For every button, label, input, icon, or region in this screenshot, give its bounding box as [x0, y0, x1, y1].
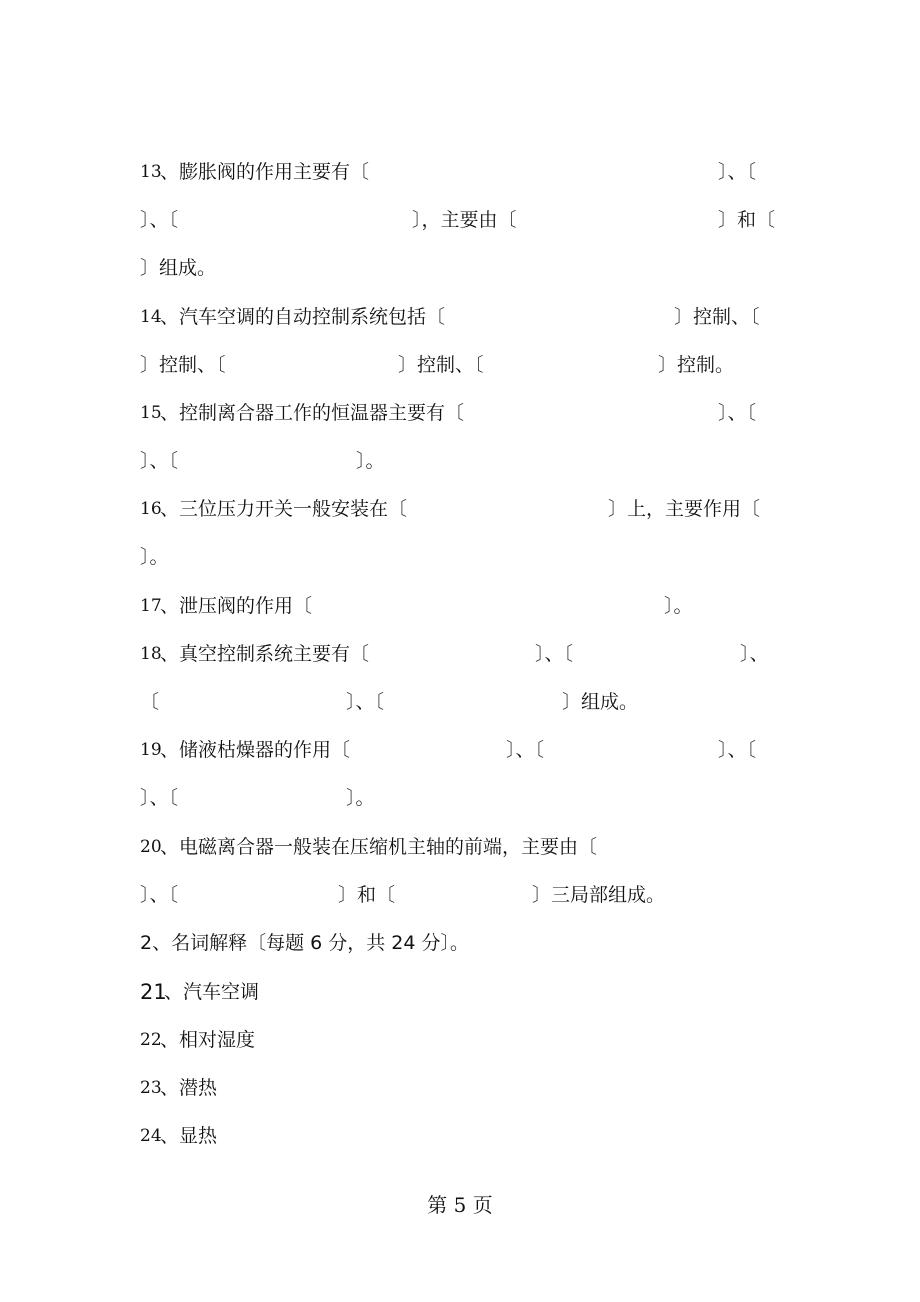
question-15-line-2 — [0, 446, 920, 476]
question-text: 、三位压力开关一般安装在〔 — [160, 498, 408, 520]
question-number: 13 — [140, 162, 162, 182]
blank-separator: 〕、〔 — [535, 643, 574, 665]
question-text: 、储液枯燥器的作用〔 — [160, 739, 351, 761]
question-number: 17 — [140, 596, 162, 616]
question-15-line-1 — [0, 398, 920, 428]
term-22 — [0, 1025, 920, 1055]
section-2-heading: 2、名词解释〔每题 6 分，共 24 分〕。 — [140, 932, 470, 954]
term-number: 22 — [140, 1030, 162, 1050]
question-number: 18 — [140, 644, 162, 664]
question-number: 14 — [140, 307, 162, 327]
question-13-line-2 — [0, 205, 920, 235]
blank-separator: 〕控制、〔 — [398, 354, 484, 376]
question-20-line-1 — [0, 832, 920, 862]
question-text: 、控制离合器工作的恒温器主要有〔 — [160, 402, 465, 424]
term-24 — [0, 1121, 920, 1151]
blank-separator: 〕控制、〔 — [674, 306, 760, 328]
section-heading — [0, 928, 920, 958]
term-21 — [0, 977, 920, 1007]
question-text: 、电磁离合器一般装在压缩机主轴的前端，主要由〔 — [160, 836, 598, 858]
question-number: 16 — [140, 499, 162, 519]
question-18-line-2 — [0, 687, 920, 717]
question-text: 、膨胀阀的作用主要有〔 — [160, 161, 370, 183]
blank-separator: 〕和〔 — [718, 209, 776, 231]
blank-separator: 〕上，主要作用〔 — [608, 498, 761, 520]
blank-separator: 〕控制。 — [658, 354, 735, 376]
term-text: 、汽车空调 — [164, 981, 260, 1003]
blank-separator: 〔 — [140, 691, 160, 713]
question-17-line-1 — [0, 591, 920, 621]
term-text: 、潜热 — [160, 1077, 218, 1099]
blank-separator: 〕和〔 — [338, 884, 396, 906]
term-number: 23 — [140, 1078, 162, 1098]
blank-separator: 〕组成。 — [140, 257, 217, 279]
question-13-line-1 — [0, 157, 920, 187]
term-number: 21 — [140, 980, 167, 1004]
blank-separator: 〕。 — [356, 450, 385, 472]
page-number: 第 5 页 — [427, 1193, 493, 1217]
question-text: 、泄压阀的作用〔 — [160, 595, 313, 617]
blank-separator: 〕。 — [140, 546, 169, 568]
term-number: 24 — [140, 1126, 162, 1146]
question-19-line-1 — [0, 735, 920, 765]
blank-separator: 〕、〔 — [346, 691, 385, 713]
blank-separator: 〕控制、〔 — [140, 354, 226, 376]
question-text: 、汽车空调的自动控制系统包括〔 — [160, 306, 446, 328]
question-16-line-2 — [0, 542, 920, 572]
blank-separator: 〕、〔 — [718, 161, 757, 183]
question-18-line-1 — [0, 639, 920, 669]
question-number: 19 — [140, 740, 162, 760]
blank-separator: 〕，主要由〔 — [412, 209, 517, 231]
blank-separator: 〕、〔 — [718, 402, 757, 424]
question-number: 20 — [140, 837, 162, 857]
question-16-line-1 — [0, 494, 920, 524]
blank-separator: 〕。 — [346, 787, 375, 809]
blank-separator: 〕、〔 — [140, 209, 179, 231]
blank-separator: 〕组成。 — [562, 691, 639, 713]
blank-separator: 〕、〔 — [140, 450, 179, 472]
blank-separator: 〕。 — [664, 595, 693, 617]
question-14-line-1 — [0, 302, 920, 332]
question-14-line-2 — [0, 350, 920, 380]
term-23 — [0, 1073, 920, 1103]
blank-separator: 〕、〔 — [506, 739, 545, 761]
blank-separator: 〕、〔 — [140, 884, 179, 906]
question-20-line-2 — [0, 880, 920, 910]
question-19-line-2 — [0, 783, 920, 813]
term-text: 、显热 — [160, 1125, 218, 1147]
question-text: 、真空控制系统主要有〔 — [160, 643, 370, 665]
blank-separator: 〕、〔 — [140, 787, 179, 809]
question-number: 15 — [140, 403, 162, 423]
blank-separator: 〕三局部组成。 — [532, 884, 666, 906]
question-13-line-3 — [0, 253, 920, 283]
blank-separator: 〕、〔 — [718, 739, 757, 761]
term-text: 、相对湿度 — [160, 1029, 256, 1051]
blank-separator: 〕、 — [740, 643, 769, 665]
